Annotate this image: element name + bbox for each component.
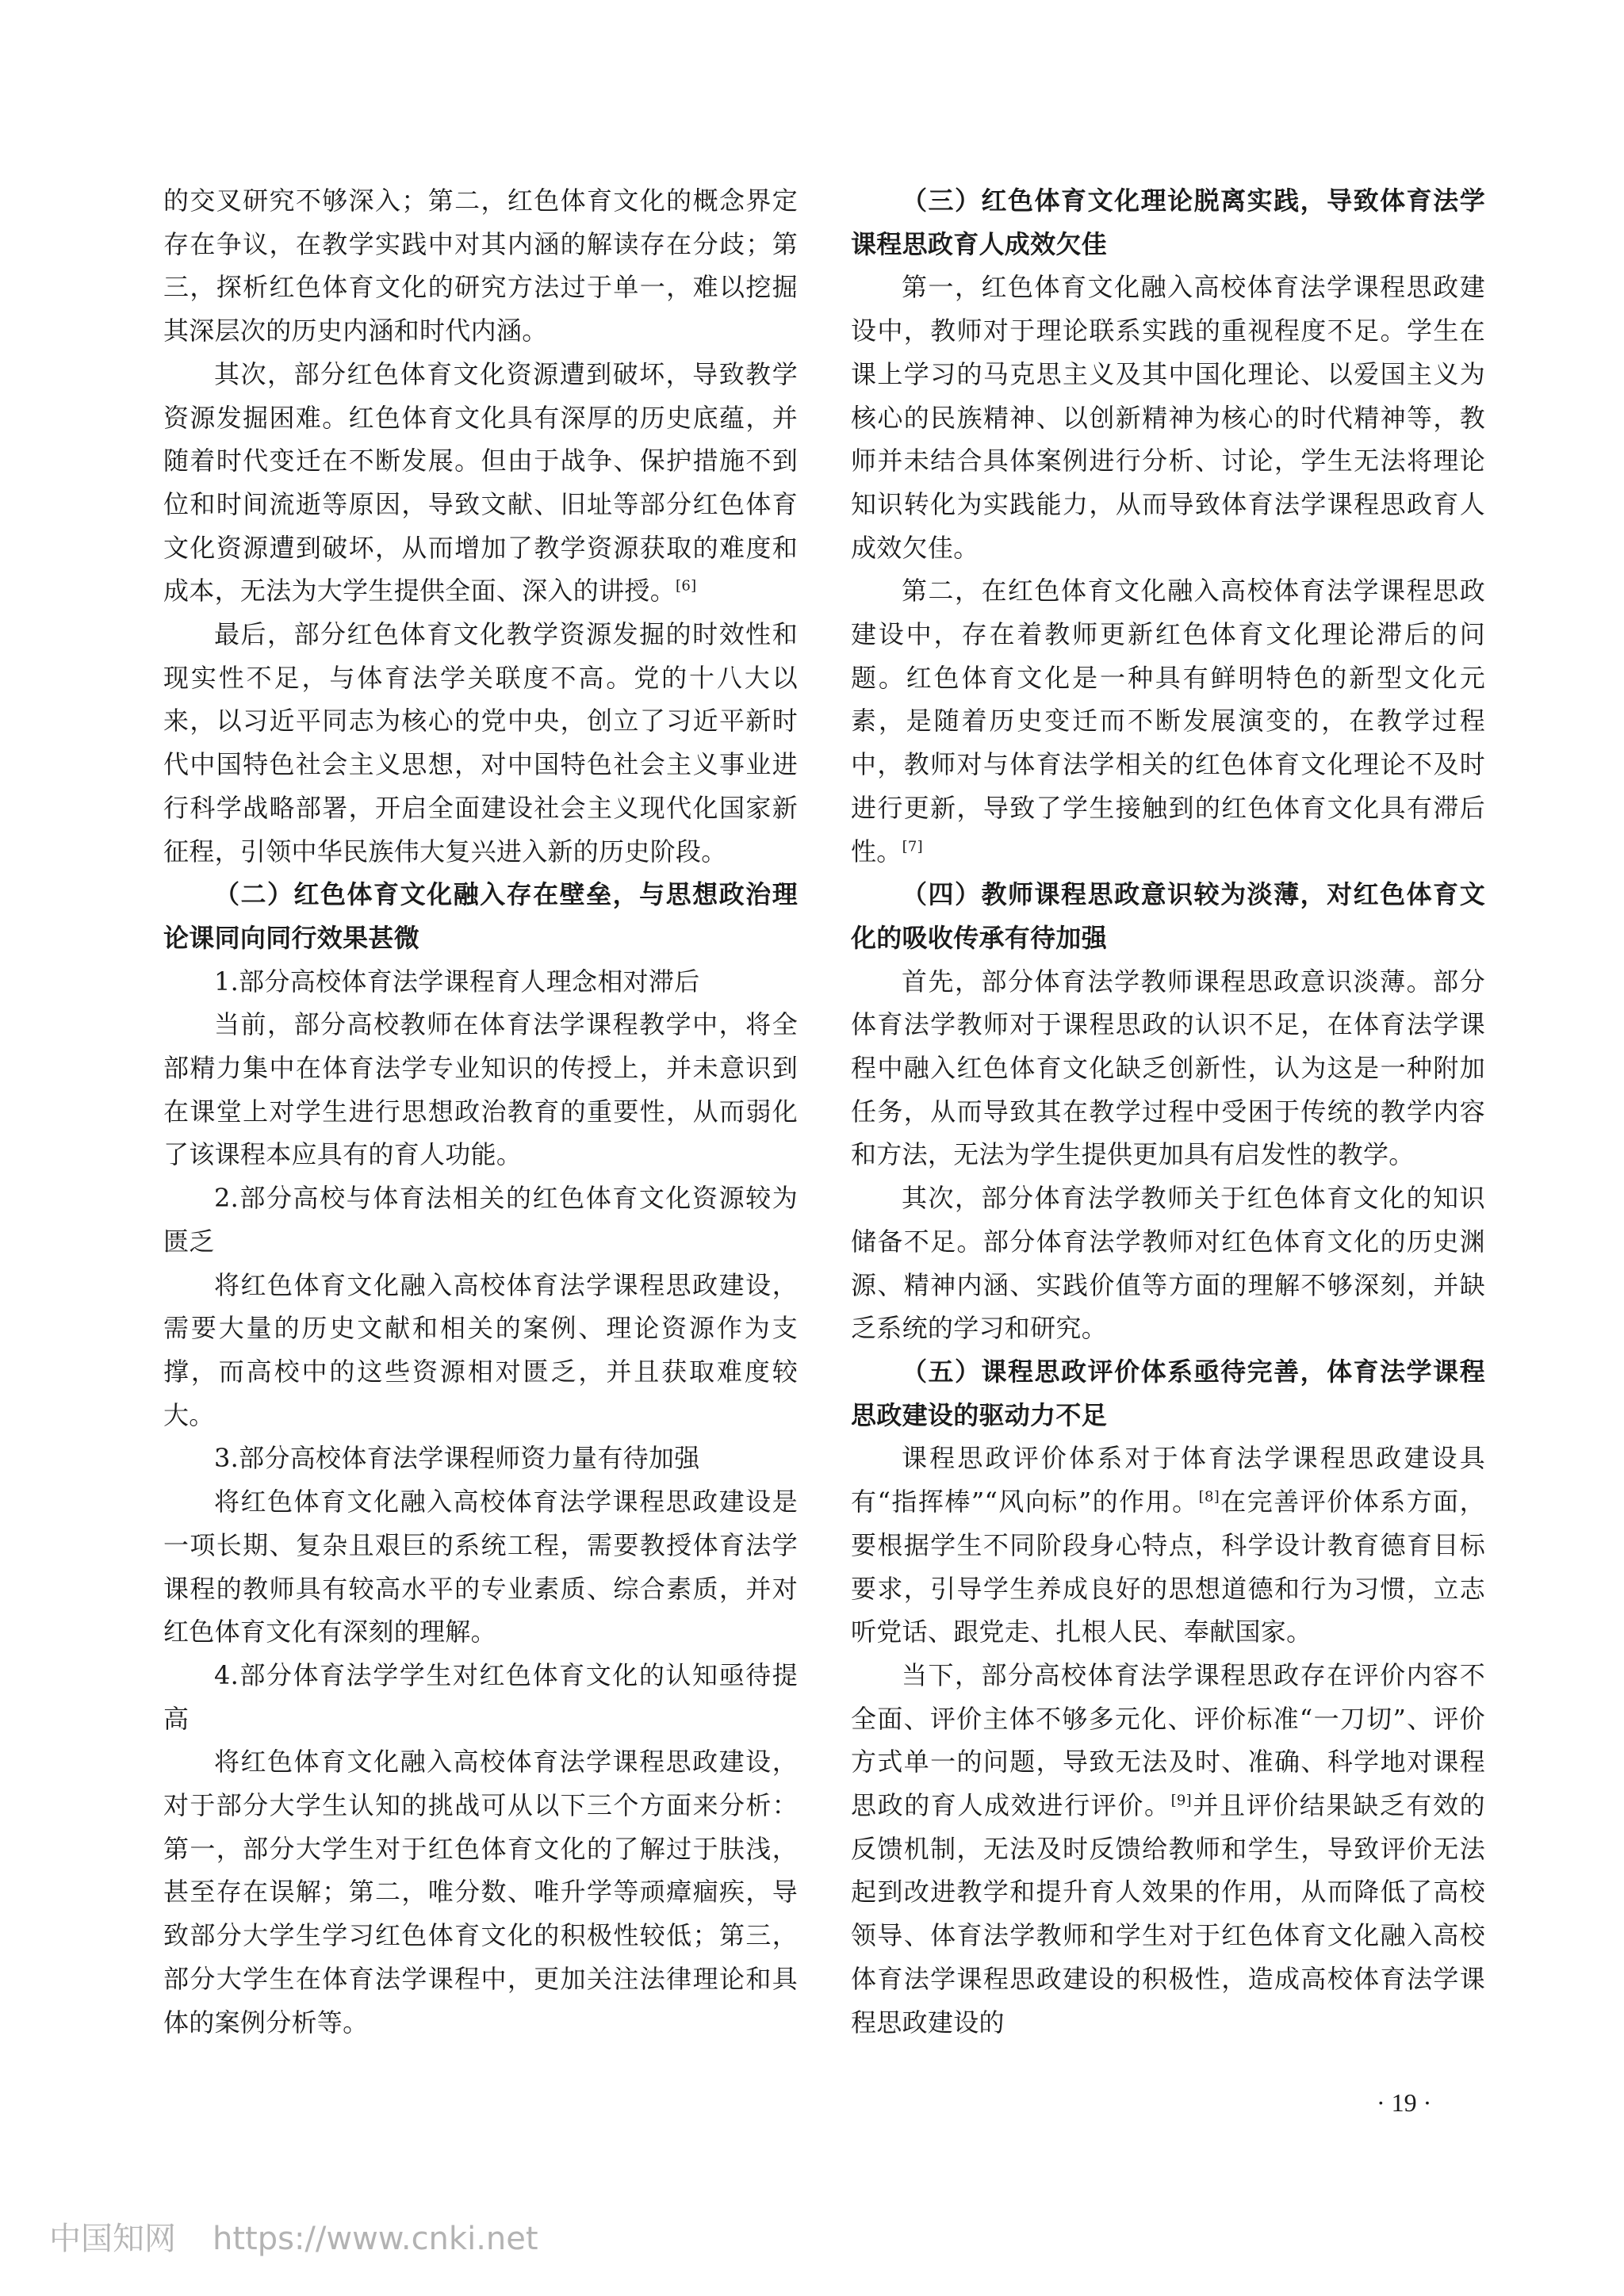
paragraph: 将红色体育文化融入高校体育法学课程思政建设，对于部分大学生认知的挑战可从以下三个方面来分析：第一，部分大学生对于红色体育文化的了解过于肤浅，甚至存在误解；第二，唯分数、唯升学等顽瘴痼疾，导致部分大学生学习红色体育文化的积极性较低；第三，部分大学生在体育法学课程中，更加关注法律理论和具体的案例分析等。 — [163, 1747, 798, 2038]
section-heading: （二）红色体育文化融入存在壁垒，与思想政治理论课同向同行效果甚微 — [163, 879, 798, 953]
paragraph: 将红色体育文化融入高校体育法学课程思政建设是一项长期、复杂且艰巨的系统工程，需要教授体育法学课程的教师具有较高水平的专业素质、综合素质，并对红色体育文化有深刻的理解。 — [163, 1487, 798, 1647]
paragraph: 第一，红色体育文化融入高校体育法学课程思政建设中，教师对于理论联系实践的重视程度不足。学生在课上学习的马克思主义及其中国化理论、以爱国主义为核心的民族精神、以创新精神为核心的时代精神等，教师并未结合具体案例进行分析、讨论，学生无法将理论知识转化为实践能力，从而导致体育法学课程思政育人成效欠佳。 — [851, 272, 1485, 563]
paragraph: 将红色体育文化融入高校体育法学课程思政建设，需要大量的历史文献和相关的案例、理论资源作为支撑，而高校中的这些资源相对匮乏，并且获取难度较大。 — [163, 1269, 798, 1430]
paragraph: 首先，部分体育法学教师课程思政意识淡薄。部分体育法学教师对于课程思政的认识不足，在体育法学课程中融入红色体育文化缺乏创新性，认为这是一种附加任务，从而导致其在教学过程中受困于传统的教学内容和方法，无法为学生提供更加具有启发性的教学。 — [851, 966, 1485, 1170]
right-column — [851, 179, 1485, 2044]
section-heading: （四）教师课程思政意识较为淡薄，对红色体育文化的吸收传承有待加强 — [851, 879, 1485, 953]
subsection-heading: 4.部分体育法学学生对红色体育文化的认知亟待提高 — [163, 1659, 798, 1734]
paragraph: 当前，部分高校教师在体育法学课程教学中，将全部精力集中在体育法学专业知识的传授上，并未意识到在课堂上对学生进行思想政治教育的重要性，从而弱化了该课程本应具有的育人功能。 — [163, 1009, 798, 1170]
paragraph: 当下，部分高校体育法学课程思政存在评价内容不全面、评价主体不够多元化、评价标准“一刀切”、评价方式单一的问题，导致无法及时、准确、科学地对课程思政的育人成效进行评价。[9]并且评价结果缺乏有效的反馈机制，无法及时反馈给教师和学生，导致评价无法起到改进教学和提升育人效果的作用，从而降低了高校领导、体育法学教师和学生对于红色体育文化融入高校体育法学课程思政建设的积极性，造成高校体育法学课程思政建设的 — [851, 1659, 1485, 2038]
paragraph: 最后，部分红色体育文化教学资源发掘的时效性和现实性不足，与体育法学关联度不高。党的十八大以来，以习近平同志为核心的党中央，创立了习近平新时代中国特色社会主义思想，对中国特色社会主义事业进行科学战略部署，开启全面建设社会主义现代化国家新征程，引领中华民族伟大复兴进入新的历史阶段。 — [163, 619, 798, 867]
cnki-watermark — [49, 2214, 575, 2259]
watermark-site-name: 中国知网 — [49, 2221, 176, 2257]
section-heading: （三）红色体育文化理论脱离实践，导致体育法学课程思政育人成效欠佳 — [851, 186, 1485, 259]
citation: [6] — [676, 577, 697, 595]
citation: [8] — [1198, 1488, 1220, 1506]
paragraph: 第二，在红色体育文化融入高校体育法学课程思政建设中，存在着教师更新红色体育文化理论滞后的问题。红色体育文化是一种具有鲜明特色的新型文化元素，是随着历史变迁而不断发展演变的，在教学过程中，教师对与体育法学相关的红色体育文化理论不及时进行更新，导致了学生接触到的红色体育文化具有滞后性。[7] — [851, 576, 1485, 867]
left-column — [163, 179, 798, 2044]
citation: [9] — [1170, 1792, 1193, 1809]
subsection-heading: 2.部分高校与体育法相关的红色体育文化资源较为匮乏 — [163, 1183, 798, 1257]
paragraph: 课程思政评价体系对于体育法学课程思政建设具有“指挥棒”“风向标”的作用。[8]在完善评价体系方面，要根据学生不同阶段身心特点，科学设计教育德育目标要求，引导学生养成良好的思想道德和行为习惯，立志听党话、跟党走、扎根人民、奉献国家。 — [851, 1443, 1485, 1647]
subsection-heading: 1.部分高校体育法学课程育人理念相对滞后 — [214, 966, 700, 997]
citation: [7] — [902, 837, 924, 855]
paragraph: 其次，部分红色体育文化资源遭到破坏，导致教学资源发掘困难。红色体育文化具有深厚的历史底蕴，并随着时代变迁在不断发展。但由于战争、保护措施不到位和时间流逝等原因，导致文献、旧址等部分红色体育文化资源遭到破坏，从而增加了教学资源获取的难度和成本，无法为大学生提供全面、深入的讲授。[6] — [163, 358, 798, 607]
paragraph: 的交叉研究不够深入；第二，红色体育文化的概念界定存在争议，在教学实践中对其内涵的解读存在分歧；第三，探析红色体育文化的研究方法过于单一，难以挖掘其深层次的历史内涵和时代内涵。 — [163, 186, 798, 346]
paragraph: 其次，部分体育法学教师关于红色体育文化的知识储备不足。部分体育法学教师对红色体育文化的历史渊源、精神内涵、实践价值等方面的理解不够深刻，并缺乏系统的学习和研究。 — [851, 1183, 1485, 1344]
watermark-url: https://www.cnki.net — [213, 2221, 538, 2257]
section-heading: （五）课程思政评价体系亟待完善，体育法学课程思政建设的驱动力不足 — [851, 1356, 1485, 1430]
page-number: · 19 · — [1377, 2088, 1432, 2117]
subsection-heading: 3.部分高校体育法学课程师资力量有待加强 — [214, 1443, 700, 1474]
